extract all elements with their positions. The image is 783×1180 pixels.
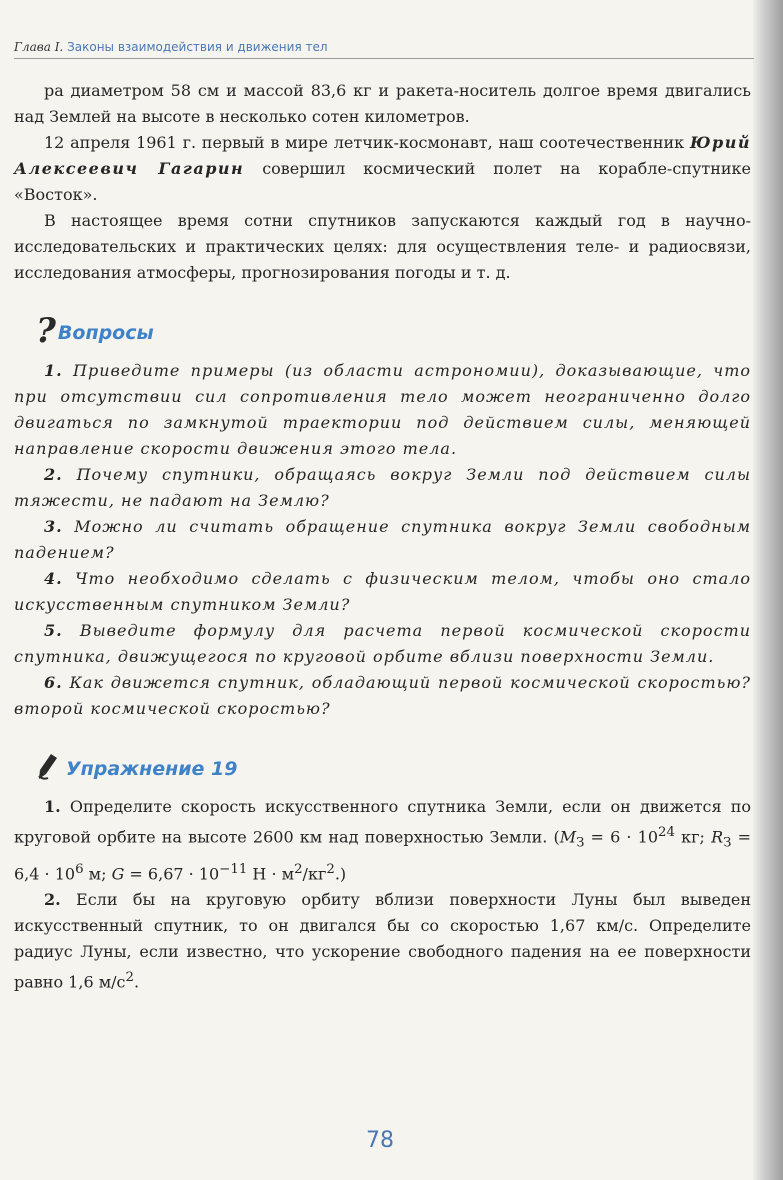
intro-paragraph-1: ра диаметром 58 см и массой 83,6 кг и ракета-носитель долгое время двигались над Землей на высоте в несколько сотен километров.	[14, 81, 751, 126]
question-item	[14, 670, 751, 722]
radius-unit: м;	[83, 863, 112, 883]
radius-value: = 6,4 · 10	[14, 827, 751, 883]
exercise-text: Определите скорость искусственного спутника Земли, если он движется по круговой орбите на высоте 2600 км над поверхностью Земли.	[14, 797, 751, 847]
question-number: 2.	[44, 465, 63, 484]
earth-subscript: З	[723, 835, 732, 851]
mass-symbol: M	[559, 827, 577, 847]
per-kg-unit: /кг	[302, 863, 327, 883]
square-exponent: 2	[294, 861, 303, 877]
exercise-list	[14, 794, 751, 995]
question-text: Почему спутники, обращаясь вокруг Земли под действием силы тяжести, не падают на Землю?	[14, 465, 751, 510]
gagarin-text-after: совершил космический полет на корабле-спутнике «Восток».	[14, 159, 751, 204]
exercise-text: Если бы на круговую орбиту вблизи поверхности Луны был выведен искусственный спутник, то он двигался бы со скоростью 1,67 км/с. Определите радиус Луны, если известно, что ускорение свободного падения на ее поверхности равно 1,6 м/с	[14, 889, 751, 992]
gravity-constant-exponent: −11	[219, 861, 248, 877]
exercise-number: 2.	[44, 889, 61, 909]
mass-value: = 6 · 10	[584, 827, 659, 847]
exercise-item-1: 1. Определите скорость искусственного спутника Земли, если он движется по круговой орбите на высоте 2600 км над поверхностью Земли. ($M_З = 6 \cdot 10^{24}$ кг; $R_З = 6,4 \cdot 10^6$ м; $G = 6,67 \cdot 10^{-11}$ $Н \cdot м^2/кг^2$.)	[14, 797, 751, 883]
radius-exponent: 6	[75, 861, 84, 877]
intro-paragraph-2	[14, 130, 751, 208]
pencil-icon	[36, 752, 60, 782]
earth-subscript: З	[576, 835, 585, 851]
exercise-number: 1.	[44, 797, 61, 816]
question-item	[14, 358, 751, 462]
mass-exponent: 24	[658, 825, 675, 840]
questions-heading	[36, 311, 751, 351]
intro-paragraph-3: В настоящее время сотни спутников запускаются каждый год в научно-исследовательских и практических целях: для осуществления теле- и радиосвязи, исследования атмосферы, прогнозирования погоды и т. д.	[14, 211, 751, 282]
exercise-heading	[36, 752, 751, 782]
square-exponent: 2	[326, 861, 335, 877]
exercise-item-2: 2. Если бы на круговую орбиту вблизи поверхности Луны был выведен искусственный спутник, то он двигался бы со скоростью 1,67 км/с. Определите радиус Луны, если известно, что ускорение свободного падения на ее поверхности равно 1,6 $м/с^2$.	[14, 889, 751, 992]
radius-symbol: R	[711, 827, 724, 847]
mass-unit: кг;	[675, 827, 712, 847]
gagarin-text-before: 12 апреля 1961 г. первый в мире летчик-космонавт, наш соотечественник	[44, 133, 690, 152]
question-mark-icon: ?	[36, 311, 56, 351]
chapter-title: Законы взаимодействия и движения тел	[67, 40, 328, 54]
question-text: Приведите примеры (из области астрономии), доказывающие, что при отсутствии сил сопротивления тело может неограниченно долго двигаться по замкнутой траектории под действием силы, меняющей направление скорости движения этого тела.	[14, 361, 751, 458]
question-item	[14, 514, 751, 566]
question-number: 4.	[44, 569, 63, 588]
questions-list	[14, 358, 751, 722]
questions-title: Вопросы	[57, 322, 154, 344]
question-number: 3.	[44, 517, 63, 536]
gravity-constant-value: = 6,67 · 10	[124, 863, 220, 883]
gagarin-name: Юрий Алексеевич Гагарин	[14, 133, 751, 178]
question-text: Что необходимо сделать с физическим телом, чтобы оно стало искусственным спутником Земли?	[14, 569, 752, 614]
question-number: 6.	[44, 673, 63, 692]
question-item	[14, 566, 751, 618]
gravity-constant-symbol: G	[111, 863, 125, 883]
page-content	[14, 78, 751, 995]
gravity-constant-unit: Н · м	[247, 863, 295, 883]
page-number: 78	[366, 1128, 394, 1153]
question-number: 1.	[44, 361, 63, 380]
question-text: Выведите формулу для расчета первой космической скорости спутника, движущегося по круговой орбите вблизи поверхности Земли.	[14, 621, 752, 666]
chapter-label: Глава I.	[14, 40, 64, 54]
square-exponent: 2	[125, 969, 134, 985]
question-item	[14, 618, 751, 670]
exercise-title: Упражнение 19	[66, 758, 238, 780]
question-number: 5.	[44, 621, 63, 640]
running-header	[14, 40, 754, 59]
question-text: Можно ли считать обращение спутника вокруг Земли свободным падением?	[14, 517, 752, 562]
question-item	[14, 462, 751, 514]
question-text: Как движется спутник, обладающий первой космической скоростью? второй космической скоростью?	[14, 673, 751, 718]
page-edge-shadow	[753, 0, 783, 1180]
